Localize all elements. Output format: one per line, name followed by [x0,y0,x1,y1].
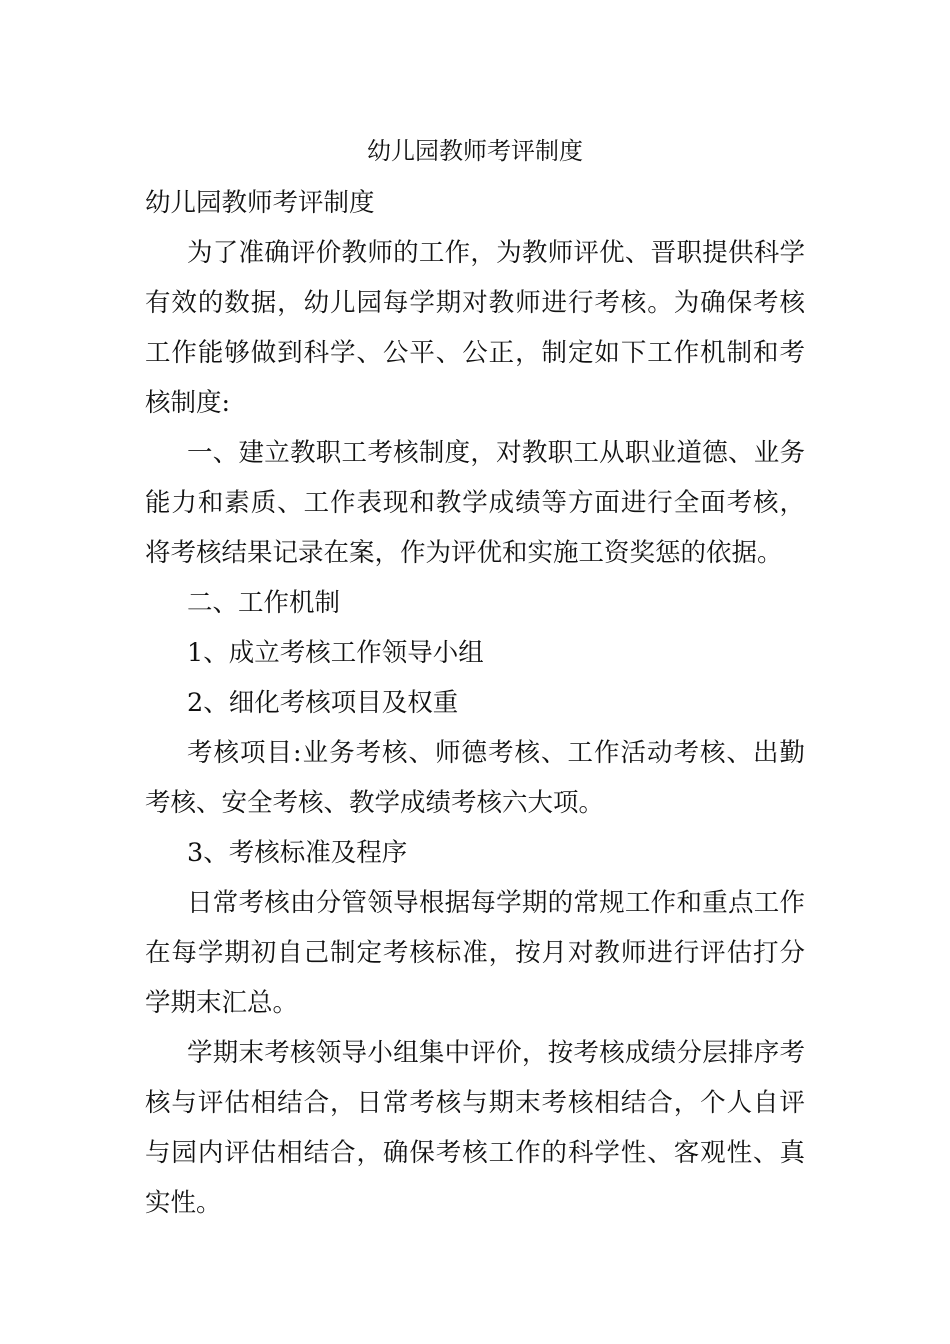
paragraph-item-2: 2、细化考核项目及权重 [187,688,459,718]
paragraph-section-1: 一、建立教职工考核制度，对教职工从职业道德、业务能力和素质、工作表现和教学成绩等方面进行全面考核，将考核结果记录在案，作为评优和实施工资奖惩的依据。 [145,438,805,568]
paragraph-assessment-items: 考核项目:业务考核、师德考核、工作活动考核、出勤考核、安全考核、教学成绩考核六大项。 [145,738,805,818]
paragraph-item-1: 1、成立考核工作领导小组 [187,638,484,668]
paragraph-subtitle: 幼儿园教师考评制度 [145,188,375,218]
paragraph-intro: 为了准确评价教师的工作，为教师评优、晋职提供科学有效的数据，幼儿园每学期对教师进行考核。为确保考核工作能够做到科学、公平、公正，制定如下工作机制和考核制度: [145,238,805,418]
document-body [145,178,805,1228]
paragraph-term-assessment: 学期末考核领导小组集中评价，按考核成绩分层排序考核与评估相结合，日常考核与期末考核相结合，个人自评与园内评估相结合，确保考核工作的科学性、客观性、真实性。 [145,1038,805,1218]
paragraph-section-2-heading: 二、工作机制 [187,588,341,618]
paragraph-daily-assessment: 日常考核由分管领导根据每学期的常规工作和重点工作在每学期初自己制定考核标准，按月对教师进行评估打分学期末汇总。 [145,888,805,1018]
document-title: 幼儿园教师考评制度 [367,137,583,165]
paragraph-item-3: 3、考核标准及程序 [187,838,408,868]
